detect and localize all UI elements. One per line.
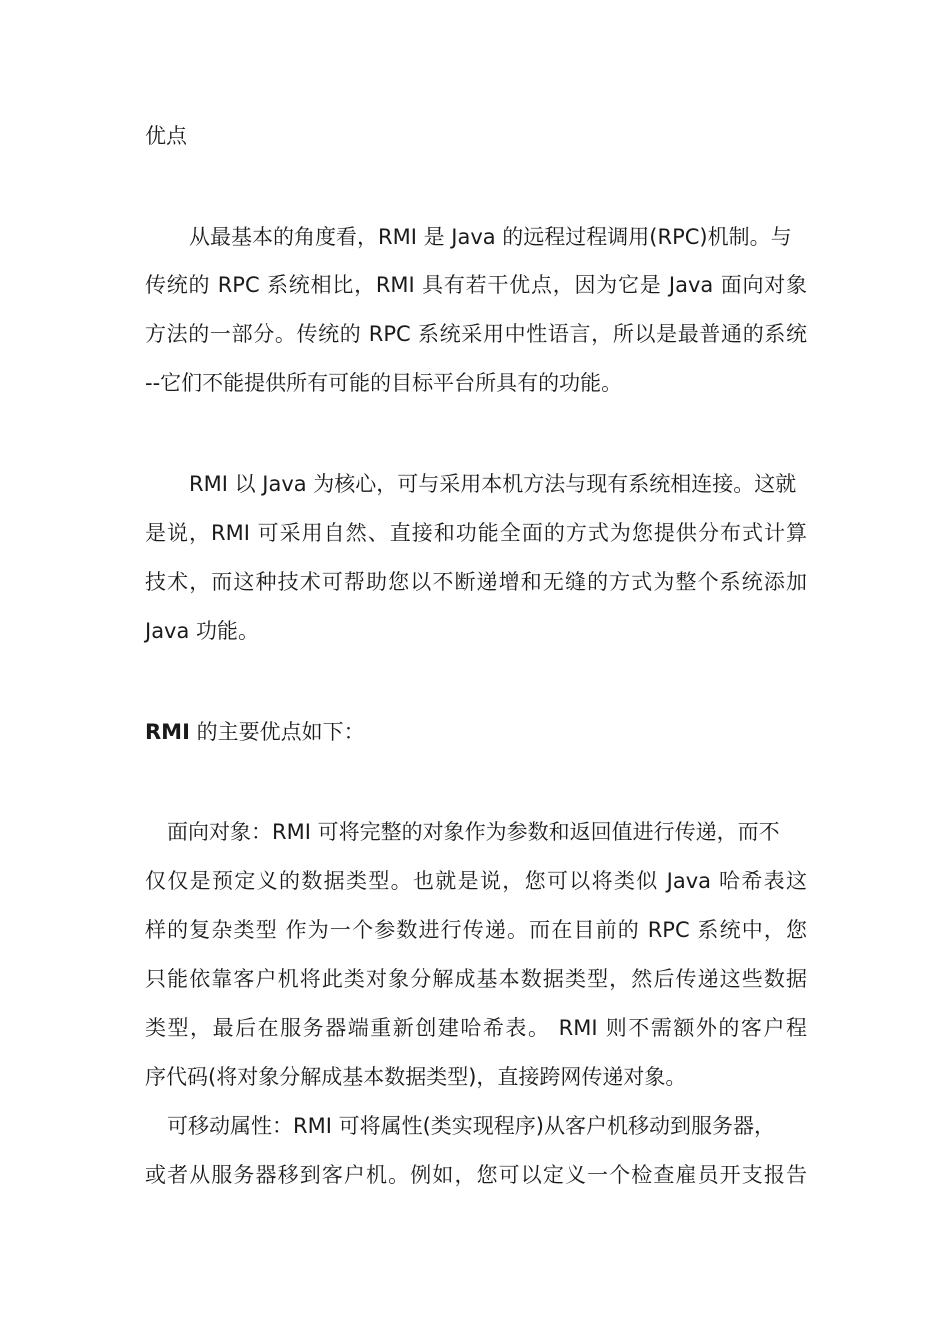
paragraph-1-line-1: 从最基本的角度看，RMI 是 Java 的远程过程调用(RPC)机制。与: [189, 225, 792, 249]
paragraph-4-line-2: 或者从服务器移到客户机。例如，您可以定义一个检查雇员开支报告: [145, 1163, 807, 1187]
paragraph-4-line-1: 可移动属性：RMI 可将属性(类实现程序)从客户机移动到服务器，: [167, 1114, 775, 1138]
paragraph-3-line-6: 序代码(将对象分解成基本数据类型)，直接跨网传递对象。: [145, 1065, 687, 1089]
advantages-subheading: [145, 717, 807, 747]
paragraph-3-line-1: 面向对象：RMI 可将完整的对象作为参数和返回值进行传递，而不: [167, 820, 780, 844]
paragraph-3-line-2: 仅仅是预定义的数据类型。也就是说，您可以将类似 Java 哈希表这: [145, 869, 807, 893]
paragraph-1-line-2: 传统的 RPC 系统相比，RMI 具有若干优点，因为它是 Java 面向对象: [145, 273, 807, 297]
paragraph-2-line-2: 是说，RMI 可采用自然、直接和功能全面的方式为您提供分布式计算: [145, 521, 807, 545]
subheading-bold-term: RMI: [145, 720, 190, 744]
paragraph-3-line-3: 样的复杂类型 作为一个参数进行传递。而在目前的 RPC 系统中，您: [145, 918, 807, 942]
paragraph-1-line-3: 方法的一部分。传统的 RPC 系统采用中性语言，所以是最普通的系统: [145, 322, 807, 346]
paragraph-2-line-1: RMI 以 Java 为核心，可与采用本机方法与现有系统相连接。这就: [189, 472, 797, 496]
paragraph-2-line-3: 技术，而这种技术可帮助您以不断递增和无缝的方式为整个系统添加: [145, 570, 807, 594]
paragraph-2-line-4: Java 功能。: [145, 619, 260, 643]
section-heading: 优点: [145, 124, 187, 148]
paragraph-3-line-5: 类型，最后在服务器端重新创建哈希表。 RMI 则不需额外的客户程: [145, 1016, 807, 1040]
paragraph-1-line-4: --它们不能提供所有可能的目标平台所具有的功能。: [145, 371, 623, 395]
paragraph-3-line-4: 只能依靠客户机将此类对象分解成基本数据类型，然后传递这些数据: [145, 967, 807, 991]
subheading-rest: 的主要优点如下：: [189, 720, 365, 744]
